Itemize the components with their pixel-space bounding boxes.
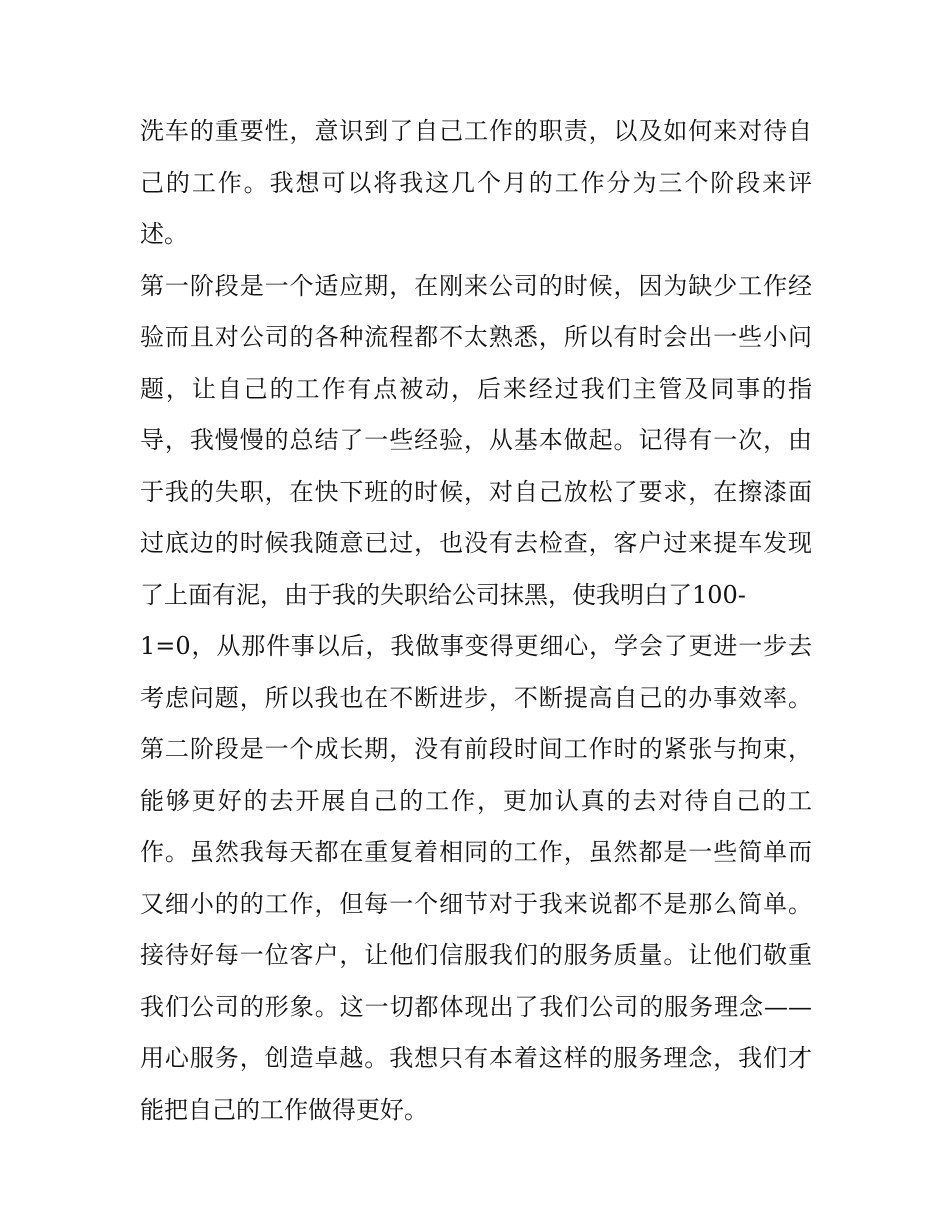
text-line: 1=0，从那件事以后，我做事变得更细心，学会了更进一步去	[140, 632, 812, 660]
text-line: 用心服务，创造卓越。我想只有本着这样的服务理念，我们才	[140, 1044, 812, 1072]
text-line: 作。虽然我每天都在重复着相同的工作，虽然都是一些简单而	[140, 838, 812, 866]
text-line: 题，让自己的工作有点被动，后来经过我们主管及同事的指	[140, 374, 812, 403]
text-line: 了上面有泥，由于我的失职给公司抹黑，使我明白了100-	[140, 580, 746, 609]
text-line: 述。	[140, 220, 188, 248]
text-line: 我们公司的形象。这一切都体现出了我们公司的服务理念——	[140, 992, 812, 1021]
text-line: 导，我慢慢的总结了一些经验，从基本做起。记得有一次，由	[140, 426, 812, 454]
text-line: 验而且对公司的各种流程都不太熟悉，所以有时会出一些小问	[140, 323, 812, 351]
text-line: 能把自己的工作做得更好。	[140, 1095, 428, 1124]
text-line: 接待好每一位客户，让他们信服我们的服务质量。让他们敬重	[140, 941, 812, 969]
text-line: 第二阶段是一个成长期，没有前段时间工作时的紧张与拘束，	[140, 735, 812, 763]
text-line: 第一阶段是一个适应期，在刚来公司的时候，因为缺少工作经	[140, 271, 812, 300]
text-line: 己的工作。我想可以将我这几个月的工作分为三个阶段来评	[140, 168, 812, 197]
text-line: 考虑问题，所以我也在不断进步，不断提高自己的办事效率。	[140, 683, 812, 712]
text-line: 洗车的重要性，意识到了自己工作的职责，以及如何来对待自	[140, 117, 812, 145]
text-line: 于我的失职，在快下班的时候，对自己放松了要求，在擦漆面	[140, 477, 812, 506]
text-line: 又细小的的工作，但每一个细节对于我来说都不是那么简单。	[140, 889, 812, 918]
text-line: 能够更好的去开展自己的工作，更加认真的去对待自己的工	[140, 786, 812, 815]
text-line: 过底边的时候我随意已过，也没有去检查，客户过来提车发现	[140, 529, 812, 557]
body-text	[140, 106, 812, 1136]
